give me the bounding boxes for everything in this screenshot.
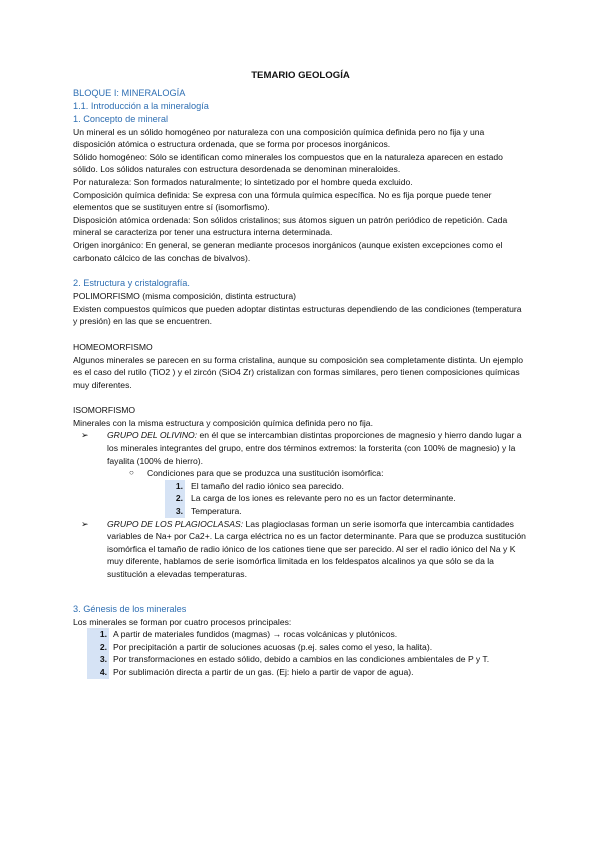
section-heading-1-1: 1.1. Introducción a la mineralogía (73, 100, 209, 111)
list-number: 2. (87, 641, 109, 654)
isomorfismo-title: ISOMORFISMO (73, 405, 136, 416)
genesis-item (73, 653, 528, 666)
list-item-plagioclasas (73, 518, 528, 581)
condicion-item (73, 492, 528, 505)
list-number: 2. (165, 492, 185, 505)
paragraph-solido: Sólido homogéneo: Sólo se identifican como minerales los compuestos que en la naturaleza aparecen en estado sólido. Los sólidos naturales con estructura desordenada se denominan mineraloides. (73, 151, 503, 175)
arrow-bullet-icon: ➢ (81, 518, 89, 529)
condicion-text: La carga de los iones es relevante pero no es un factor determinante. (191, 493, 456, 504)
genesis-item (73, 666, 528, 679)
document-page (73, 70, 528, 679)
list-number: 1. (165, 480, 185, 493)
list-number: 4. (87, 666, 109, 679)
condicion-item (73, 480, 528, 493)
bloque-heading: BLOQUE I: MINERALOGÍA (73, 87, 186, 98)
genesis-intro: Los minerales se forman por cuatro procesos principales: (73, 616, 292, 627)
polimorfismo-text: Existen compuestos químicos que pueden adoptar distintas estructuras dependiendo de las condiciones (temperatura y presión) en las que se encuentren. (73, 303, 522, 327)
paragraph-origen: Origen inorgánico: En general, se generan mediante procesos inorgánicos (aunque existen excepciones como el carbonato cálcico de las conchas de bivalvos). (73, 239, 503, 263)
condicion-text: Temperatura. (191, 506, 242, 517)
paragraph-composicion: Composición química definida: Se expresa con una fórmula química específica. No es fija porque puede tener elementos que se sustituyen entre sí (isomorfismo). (73, 189, 492, 213)
genesis-item (73, 628, 528, 641)
paragraph-definicion: Un mineral es un sólido homogéneo por naturaleza con una composición química definida pero no fija y una disposición atómica o estructura ordenada, que se forma por procesos inorgánicos. (73, 126, 485, 150)
plagioclasas-label: GRUPO DE LOS PLAGIOCLASAS: (107, 518, 244, 529)
genesis-text: Por precipitación a partir de soluciones acuosas (p.ej. sales como el yeso, la halita). (113, 641, 433, 652)
plagioclasas-text: Las plagioclasas forman un serie isomorfa que intercambia cantidades variables de Na+ por Ca2+. La carga eléctrica no es un factor determinante. Para que se produzca sustitución isomórfica el tamaño de radio iónico de los cationes tiene que ser parecido. Al ser el radio iónico del Na y K muy diferente, hablamos de serie isomórfica limitada en los feldespatos alcalinos ya que sólo se da la sustitución a elevadas temperaturas. (107, 518, 526, 579)
paragraph-naturaleza: Por naturaleza: Son formados naturalmente; lo sintetizado por el hombre queda excluido. (73, 176, 413, 187)
condicion-text: El tamaño del radio iónico sea parecido. (191, 480, 344, 491)
olivino-text: en él que se intercambian distintas proporciones de magnesio y hierro dando lugar a los minerales integrantes del grupo, entre dos términos extremos: la forsterita (con 100% de magnesio) y la fayalita (100% de hierro). (107, 430, 522, 466)
document-title: TEMARIO GEOLOGÍA (251, 70, 350, 81)
list-item-olivino (73, 429, 528, 467)
genesis-text: Por transformaciones en estado sólido, debido a cambios en las condiciones ambientales de P y T. (113, 654, 490, 665)
polimorfismo-title: POLIMORFISMO (misma composición, distinta estructura) (73, 291, 297, 302)
list-item-condiciones (73, 467, 528, 480)
genesis-text: A partir de materiales fundidos (magmas) → rocas volcánicas y plutónicos. (113, 629, 398, 640)
list-number: 3. (165, 505, 185, 518)
genesis-item (73, 641, 528, 654)
section-heading-genesis: 3. Génesis de los minerales (73, 603, 187, 614)
circle-bullet-icon: ○ (129, 468, 134, 478)
genesis-text: Por sublimación directa a partir de un gas. (Ej: hielo a partir de vapor de agua). (113, 666, 414, 677)
subsection-heading-concepto: 1. Concepto de mineral (73, 113, 168, 124)
olivino-label: GRUPO DEL OLIVINO: (107, 430, 198, 441)
list-number: 3. (87, 653, 109, 666)
homeomorfismo-title: HOMEOMORFISMO (73, 341, 153, 352)
arrow-bullet-icon: ➢ (81, 430, 89, 441)
paragraph-disposicion: Disposición atómica ordenada: Son sólidos cristalinos; sus átomos siguen un patrón periódico de repetición. Cada mineral se caracteriza por tener una estructura interna determinada. (73, 214, 508, 238)
list-number: 1. (87, 628, 109, 641)
section-heading-estructura: 2. Estructura y cristalografía. (73, 278, 190, 289)
condicion-item (73, 505, 528, 518)
condiciones-text: Condiciones para que se produzca una sustitución isomórfica: (147, 468, 384, 479)
homeomorfismo-text: Algunos minerales se parecen en su forma cristalina, aunque su composición sea completamente distinta. Un ejemplo es el caso del rutilo (TiO2 ) y el zircón (SiO4 Zr) cristalizan con formas similares, pero tienen composiciones químicas muy diferentes. (73, 354, 523, 390)
isomorfismo-text: Minerales con la misma estructura y composición química definida pero no fija. (73, 417, 373, 428)
